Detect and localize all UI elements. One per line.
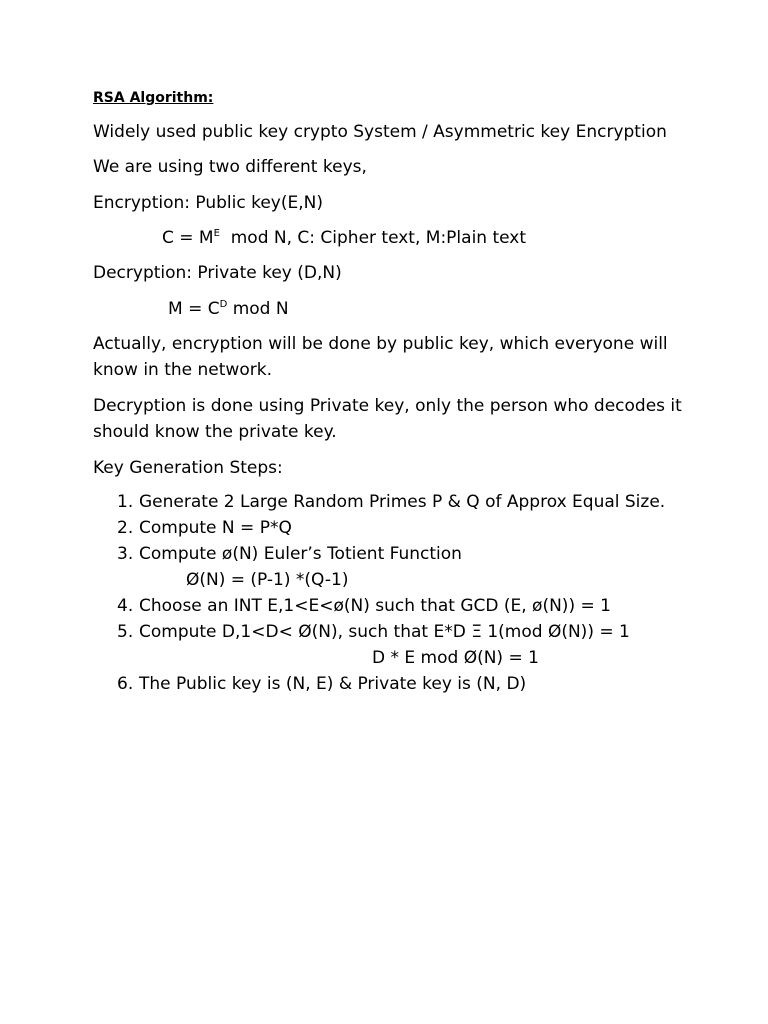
list-item-number: 5. (117, 622, 134, 642)
public-key-paragraph-line1: Actually, encryption will be done by public key, which everyone will (93, 334, 668, 354)
list-item-number: 6. (117, 674, 134, 694)
intro-paragraph: Widely used public key crypto System / Asymmetric key Encryption (93, 122, 667, 142)
private-key-paragraph-line2: should know the private key. (93, 422, 337, 442)
list-item-number: 4. (117, 596, 134, 616)
list-item-text: Compute ø(N) Euler’s Totient Function (139, 544, 462, 564)
keys-paragraph: We are using two different keys, (93, 157, 367, 177)
key-generation-heading: Key Generation Steps: (93, 458, 283, 478)
decryption-formula (168, 296, 289, 322)
list-item-text: The Public key is (N, E) & Private key is (N, D) (139, 674, 527, 694)
list-item-text: Compute D,1<D< Ø(N), such that E*D Ξ 1(mod Ø(N)) = 1 (139, 622, 630, 642)
decryption-formula-base: M = C (168, 299, 220, 319)
document-title: RSA Algorithm: (93, 90, 214, 106)
public-key-paragraph-line2: know in the network. (93, 360, 272, 380)
encryption-formula-base: C = M (162, 228, 214, 248)
list-item-text: Compute N = P*Q (139, 518, 292, 538)
decryption-heading: Decryption: Private key (D,N) (93, 263, 342, 283)
list-item-number: 3. (117, 544, 134, 564)
encryption-formula (162, 225, 526, 251)
encryption-heading: Encryption: Public key(E,N) (93, 193, 323, 213)
decryption-formula-exponent: D (219, 299, 228, 310)
encryption-formula-exponent: E (213, 228, 220, 239)
decryption-formula-rest: mod N (227, 299, 289, 319)
list-item-text: D * E mod Ø(N) = 1 (372, 648, 539, 668)
encryption-formula-rest: mod N, C: Cipher text, M:Plain text (219, 228, 527, 248)
list-item-text: Ø(N) = (P-1) *(Q-1) (186, 570, 349, 590)
list-item-text: Generate 2 Large Random Primes P & Q of Approx Equal Size. (139, 492, 666, 512)
private-key-paragraph-line1: Decryption is done using Private key, only the person who decodes it (93, 396, 682, 416)
list-item-text: Choose an INT E,1<E<ø(N) such that GCD (E, ø(N)) = 1 (139, 596, 611, 616)
list-item-number: 2. (117, 518, 134, 538)
list-item-number: 1. (117, 492, 134, 512)
